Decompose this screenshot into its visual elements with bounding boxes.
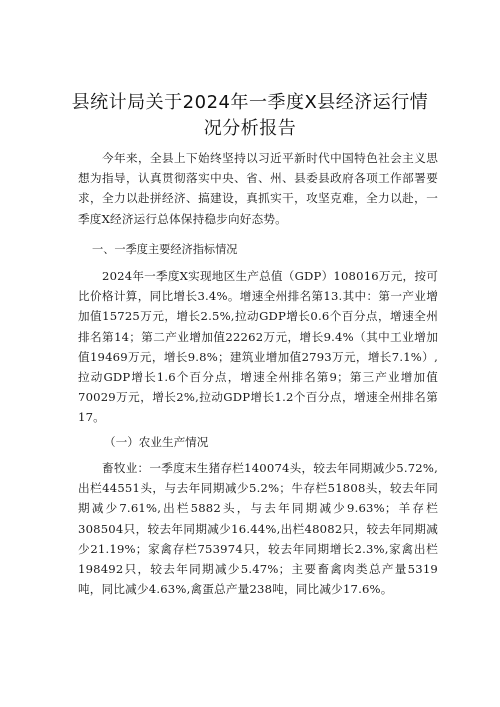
section-1-paragraph: 2024年一季度X实现地区生产总值（GDP）108016万元，按可比价格计算，同比增长3.4%。增速全州排名第13.其中：第一产业增加值15725万元，增长2.5%,拉动GDP增长0.6个百分点，增速全州排名第14；第二产业增加值22262万元，增长9.4%（其中工业增加值19469万元，增长9.8%；建筑业增加值2793万元，增长7.1%）,拉动GDP增长1.6个百分点，增速全州排名第9；第三产业增加值70029万元，增长2%,拉动GDP增长1.2个百分点，增速全州排名第17。 (78, 269, 438, 425)
document-title-line-1: 县统计局关于2024年一季度X县经济运行情 (71, 92, 429, 113)
intro-paragraph: 今年来，全县上下始终坚持以习近平新时代中国特色社会主义思想为指导，认真贯彻落实中央、省、州、县委县政府各项工作部署要求，全力以赴拼经济、搞建设，真抓实干，攻坚克难，全力以赴，一季度X经济运行总体保持稳步向好态势。 (78, 151, 438, 226)
document-title-line-2: 况分析报告 (203, 118, 297, 139)
livestock-paragraph: 畜牧业：一季度末生猪存栏140074头，较去年同期减少5.72%,出栏44551头，与去年同期减少5.2%；牛存栏51808头，较去年同期减少7.61%,出栏5882头，与去年同期减少9.63%；羊存栏308504只，较去年同期减少16.44%,出栏48082只，较去年同期减少21.19%；家禽存栏753974只，较去年同期增长2.3%,家禽出栏198492只，较去年同期减少5.47%；主要畜禽肉类总产量5319吨，同比减少4.63%,禽蛋总产量238吨，同比减少17.6%。 (78, 461, 438, 597)
subsection-heading-agriculture: （一）农业生产情况 (104, 435, 209, 449)
section-heading-1: 一、一季度主要经济指标情况 (92, 243, 238, 256)
